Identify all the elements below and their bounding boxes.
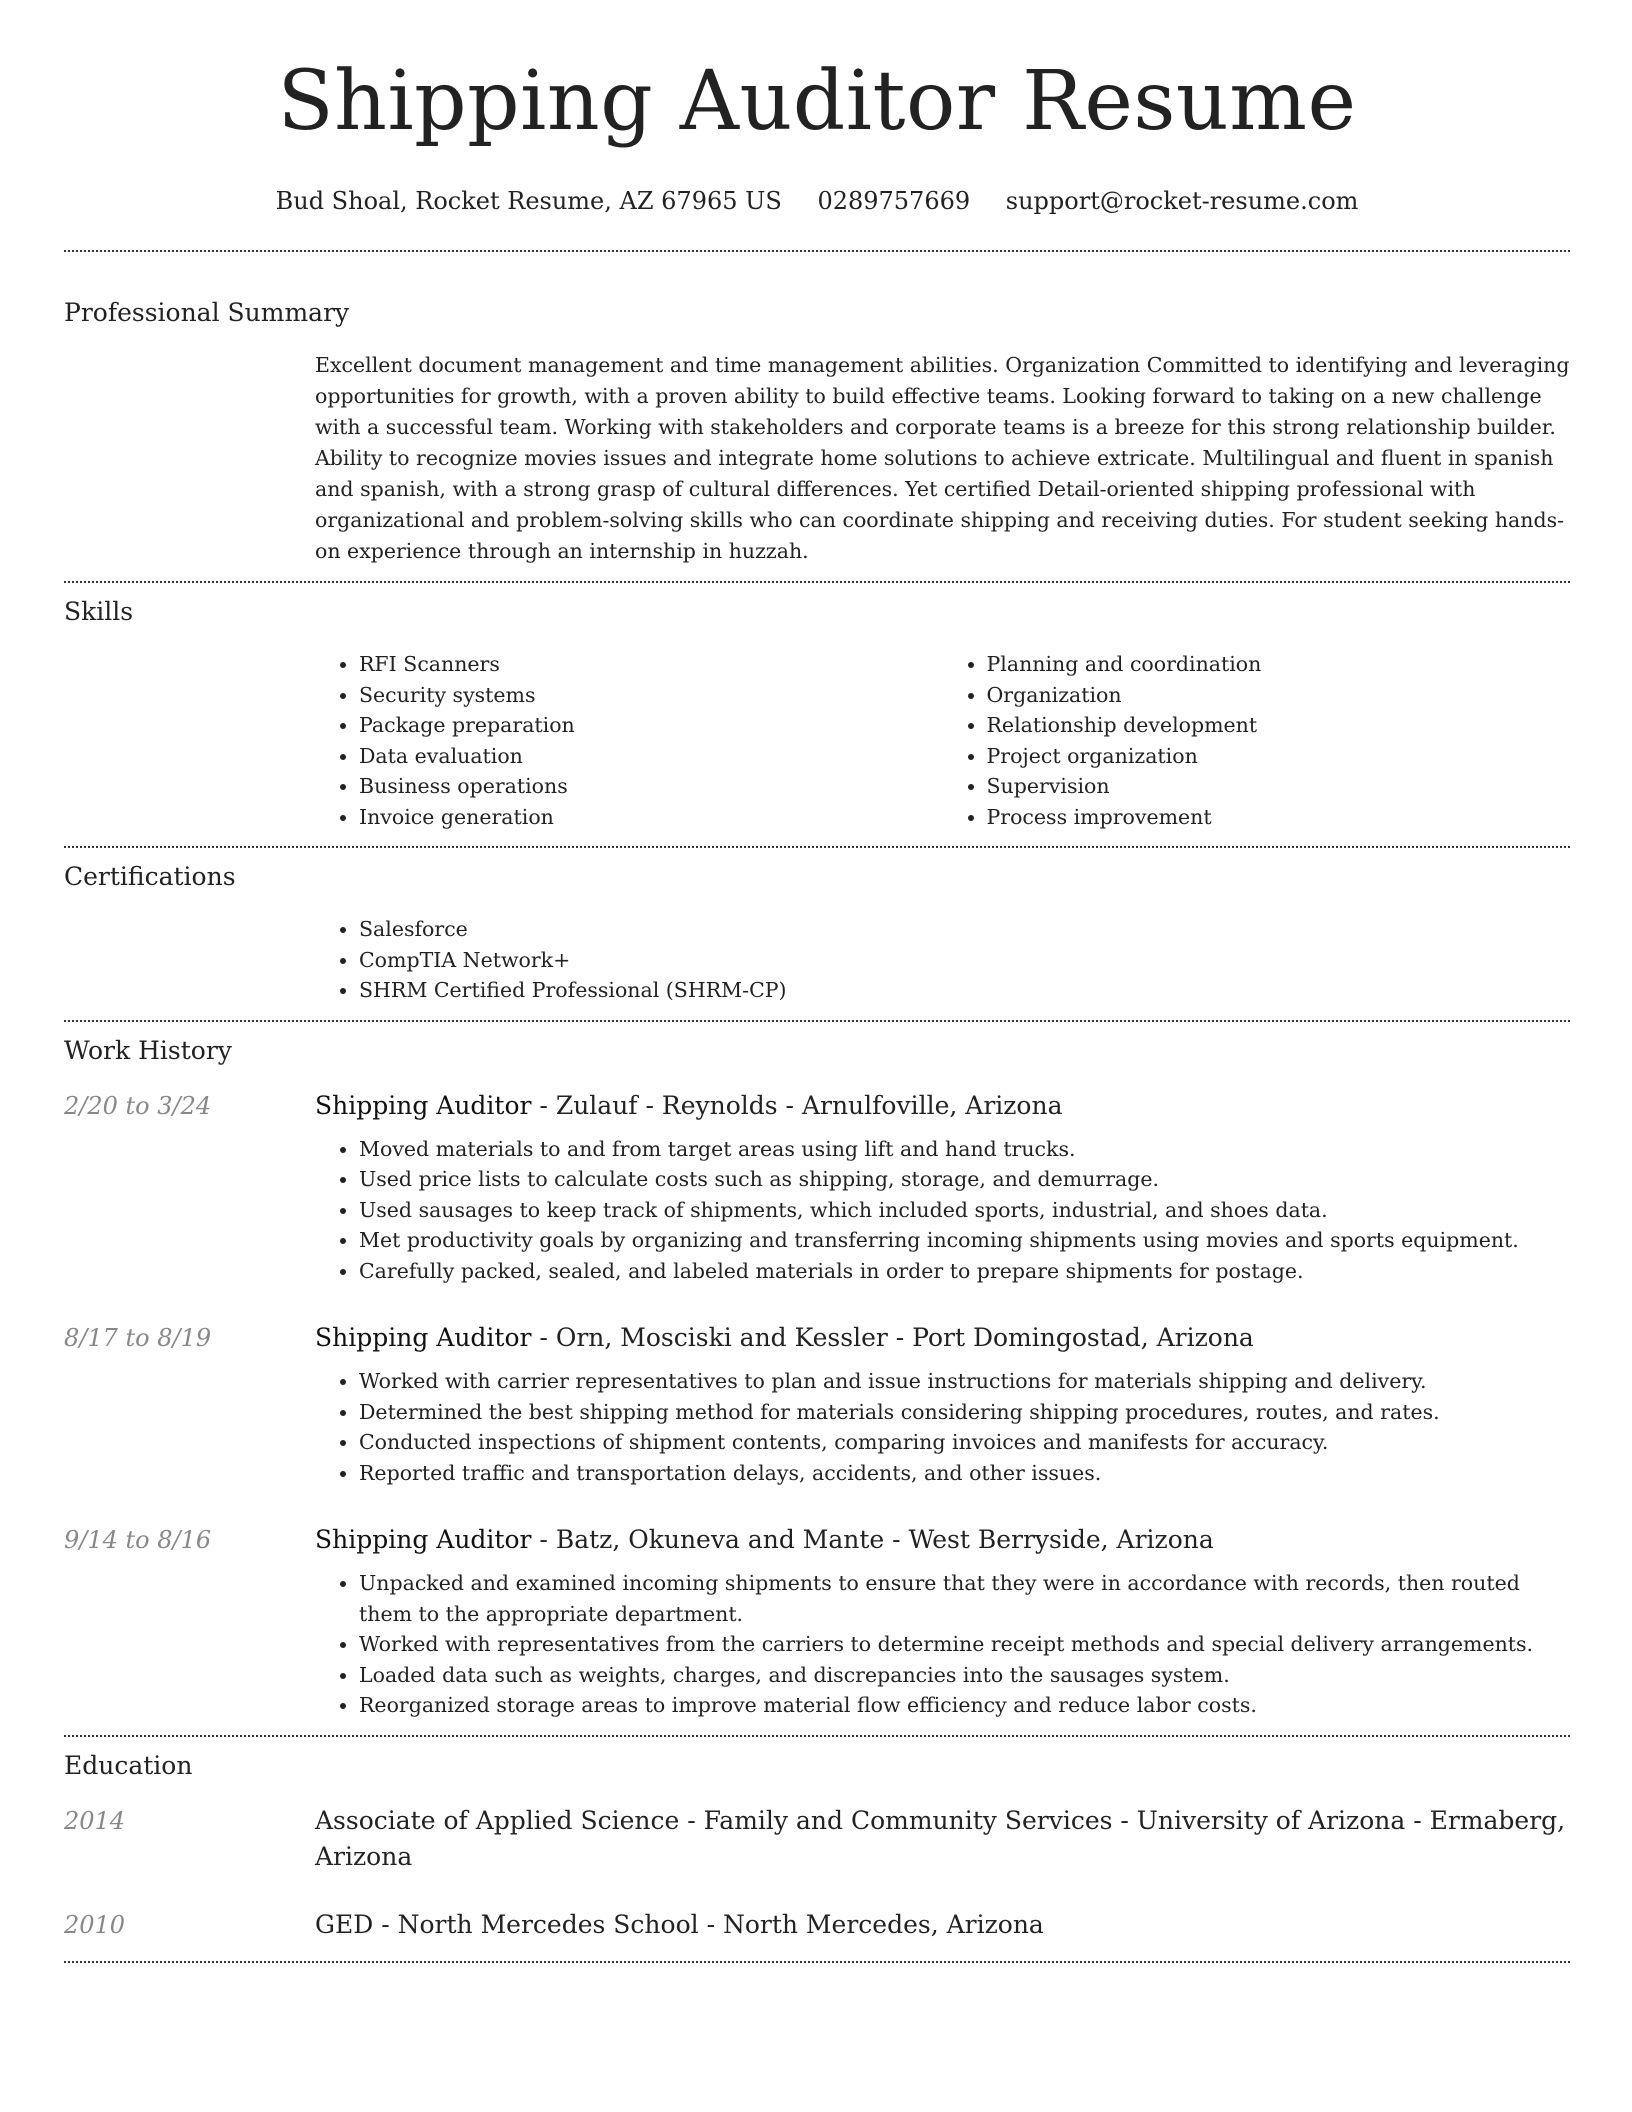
job-entry: [64, 1088, 1570, 1287]
education-section: [64, 1737, 1570, 1943]
education-details: Associate of Applied Science - Family and Community Services - University of Arizona - Ermaberg, Arizona: [315, 1805, 1566, 1871]
job-bullet: • Used price lists to calculate costs such as shipping, storage, and demurrage.: [359, 1164, 1570, 1195]
job-title: [315, 1088, 1570, 1124]
job-dates: 8/17 to 8/19: [64, 1324, 212, 1352]
certifications-list: [315, 914, 1570, 1006]
skill-item: • Business operations: [359, 771, 943, 802]
contact-phone: 0289757669: [817, 187, 971, 215]
job-bullets: [315, 1134, 1570, 1287]
skills-list-right: [943, 649, 1571, 832]
skill-item: • Project organization: [987, 741, 1571, 772]
skill-item: • Supervision: [987, 771, 1571, 802]
job-entry: [64, 1320, 1570, 1488]
certification-item: • SHRM Certified Professional (SHRM-CP): [359, 975, 1570, 1006]
skill-item: • Relationship development: [987, 710, 1571, 741]
job-bullet: • Met productivity goals by organizing and transferring incoming shipments using movies and sports equipment.: [359, 1225, 1570, 1256]
divider: [64, 1961, 1570, 1963]
job-bullet: • Reorganized storage areas to improve material flow efficiency and reduce labor costs.: [359, 1690, 1570, 1721]
education-details: GED - North Mercedes School - North Mercedes, Arizona: [315, 1909, 1044, 1939]
skills-section: [64, 583, 1570, 832]
job-entry: [64, 1522, 1570, 1721]
education-year: 2010: [64, 1910, 126, 1939]
job-bullet: • Used sausages to keep track of shipments, which included sports, industrial, and shoes data.: [359, 1195, 1570, 1226]
summary-section: [64, 252, 1570, 567]
job-role: Shipping Auditor: [315, 1090, 532, 1120]
job-bullet: • Loaded data such as weights, charges, and discrepancies into the sausages system.: [359, 1660, 1570, 1691]
skill-item: • Data evaluation: [359, 741, 943, 772]
job-bullet: • Carefully packed, sealed, and labeled materials in order to prepare shipments for postage.: [359, 1256, 1570, 1287]
job-dates: 2/20 to 3/24: [64, 1091, 212, 1120]
job-company-location: - Batz, Okuneva and Mante - West Berryside, Arizona: [531, 1525, 1214, 1554]
page-title: Shipping Auditor Resume: [277, 54, 1357, 149]
section-heading-work-history: Work History: [64, 1035, 232, 1065]
job-dates: 9/14 to 8/16: [64, 1526, 212, 1554]
job-bullet: • Unpacked and examined incoming shipments to ensure that they were in accordance with records, then routed them to the appropriate department.: [359, 1568, 1570, 1629]
certification-item: • Salesforce: [359, 914, 1570, 945]
section-heading-education: Education: [64, 1750, 193, 1780]
section-heading-summary: Professional Summary: [64, 298, 350, 327]
job-title: [315, 1522, 1570, 1558]
job-bullet: • Moved materials to and from target areas using lift and hand trucks.: [359, 1134, 1570, 1165]
job-bullets: [315, 1568, 1570, 1721]
education-entry: [64, 1803, 1570, 1875]
job-title: [315, 1320, 1570, 1356]
contact-address: Bud Shoal, Rocket Resume, AZ 67965 US: [275, 187, 782, 215]
job-bullet: • Reported traffic and transportation delays, accidents, and other issues.: [359, 1458, 1570, 1489]
resume-page: [64, 0, 1570, 1963]
job-bullet: • Worked with representatives from the carriers to determine receipt methods and special delivery arrangements.: [359, 1629, 1570, 1660]
section-heading-skills: Skills: [64, 597, 134, 626]
contact-line: [64, 186, 1570, 216]
job-bullet: • Conducted inspections of shipment contents, comparing invoices and manifests for accuracy.: [359, 1427, 1570, 1458]
work-history-section: [64, 1022, 1570, 1721]
certifications-section: [64, 848, 1570, 1006]
skill-item: • Planning and coordination: [987, 649, 1571, 680]
education-year: 2014: [64, 1806, 126, 1835]
job-bullet: • Worked with carrier representatives to plan and issue instructions for materials shipping and delivery.: [359, 1366, 1570, 1397]
contact-email: support@rocket-resume.com: [1005, 187, 1359, 215]
certification-item: • CompTIA Network+: [359, 945, 1570, 976]
education-entry: [64, 1907, 1570, 1943]
summary-text: Excellent document management and time management abilities. Organization Committed to identifying and leveraging opportunities for growth, with a proven ability to build effective teams. Looking forward to taking on a new challenge with a successful team. Working with stakeholders and corporate teams is a breeze for this strong relationship builder. Ability to recognize movies issues and integrate home solutions to achieve extricate. Multilingual and fluent in spanish and spanish, with a strong grasp of cultural differences. Yet certified Detail-oriented shipping professional with organizational and problem-solving skills who can coordinate shipping and receiving duties. For student seeking hands-on experience through an internship in huzzah.: [315, 353, 1570, 563]
skill-item: • Package preparation: [359, 710, 943, 741]
skill-item: • Invoice generation: [359, 802, 943, 833]
skill-item: • Process improvement: [987, 802, 1571, 833]
section-heading-certifications: Certifications: [64, 862, 236, 891]
job-company-location: - Orn, Mosciski and Kessler - Port Domingostad, Arizona: [531, 1323, 1254, 1352]
job-bullet: • Determined the best shipping method for materials considering shipping procedures, routes, and rates.: [359, 1397, 1570, 1428]
job-bullets: [315, 1366, 1570, 1488]
job-company-location: - Zulauf - Reynolds - Arnulfoville, Arizona: [531, 1090, 1063, 1120]
job-role: Shipping Auditor: [315, 1525, 532, 1554]
skill-item: • Organization: [987, 680, 1571, 711]
skill-item: • RFI Scanners: [359, 649, 943, 680]
skill-item: • Security systems: [359, 680, 943, 711]
skills-list-left: [315, 649, 943, 832]
job-role: Shipping Auditor: [315, 1323, 532, 1352]
